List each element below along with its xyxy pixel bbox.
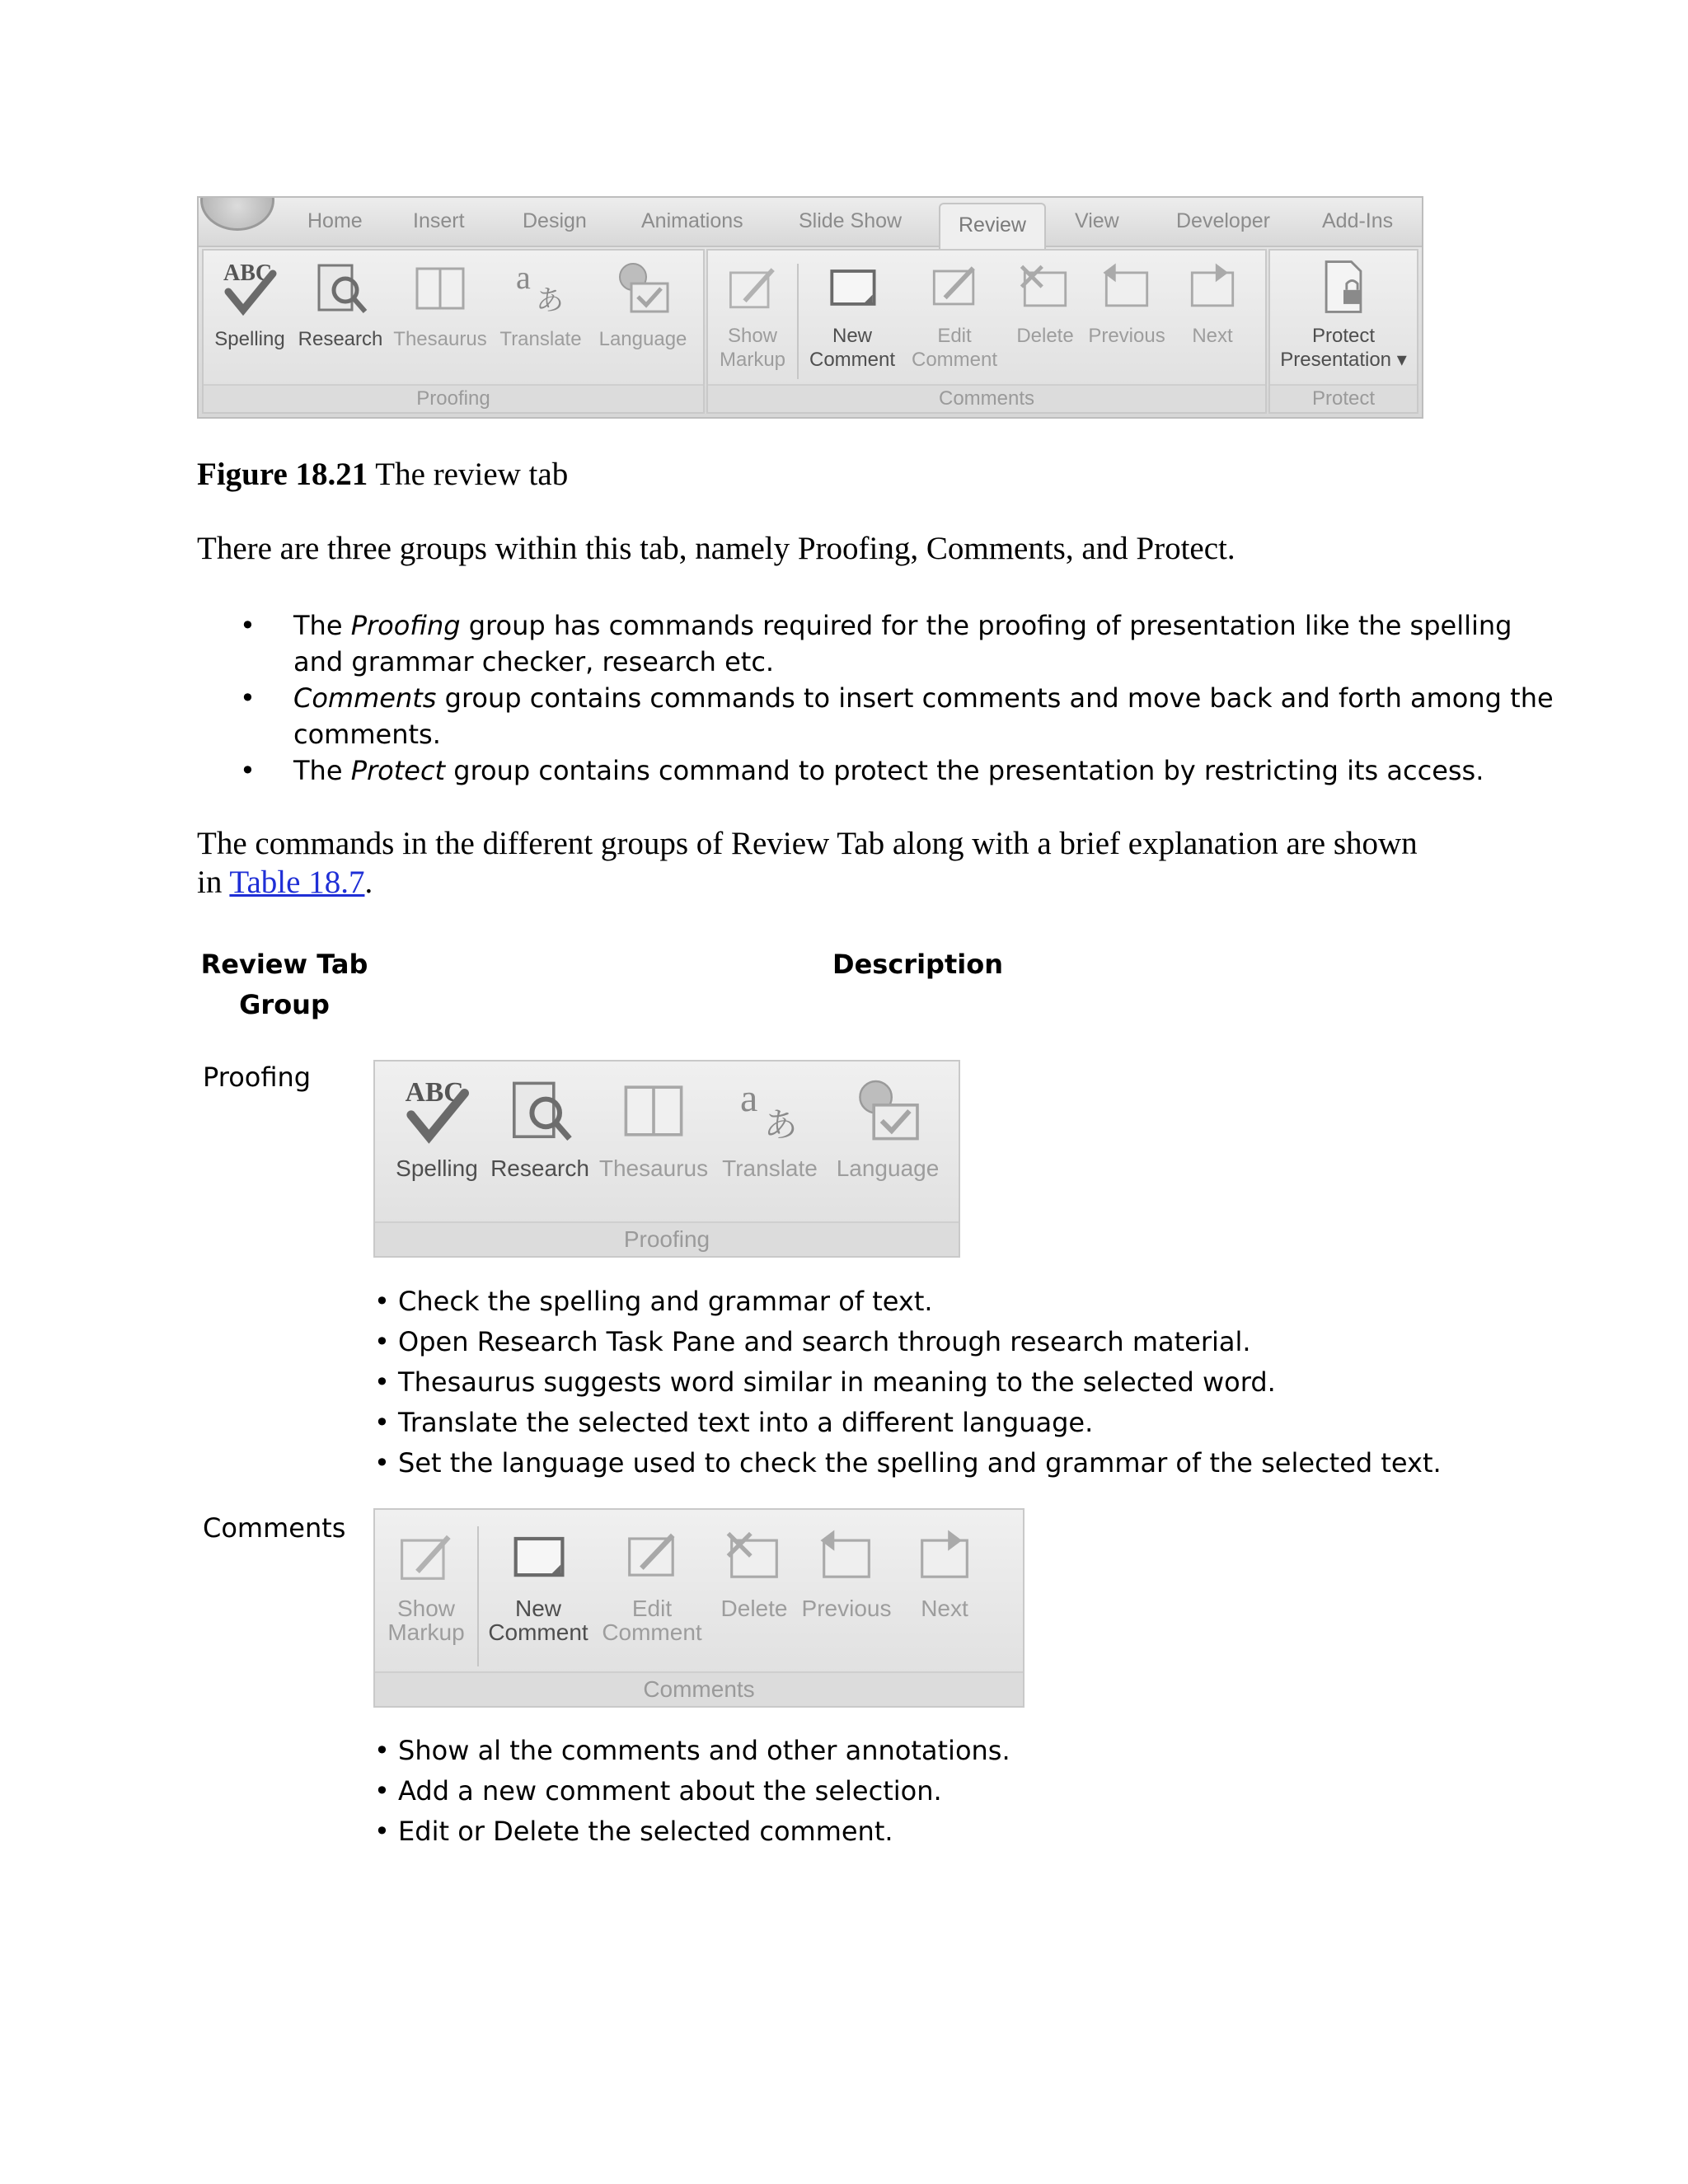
comments-separator (477, 1526, 479, 1666)
comments-group-label: Comments (375, 1671, 1023, 1706)
proofing-group (202, 249, 705, 414)
next-comment-button[interactable] (899, 1521, 990, 1620)
new-comment-icon (821, 255, 884, 318)
tab-view[interactable]: View (1075, 209, 1119, 232)
show-markup-label-1: Show (396, 1596, 456, 1621)
previous-comment-button[interactable] (1084, 255, 1170, 348)
language-icon (848, 1071, 927, 1151)
translate-icon (508, 255, 574, 321)
proofing-desc-language: • Set the language used to check the spelling and grammar of the selected text. (374, 1447, 1442, 1479)
figure-title: The review tab (368, 457, 569, 492)
proofing-description-list (374, 1282, 1442, 1483)
research-icon (307, 255, 373, 321)
proofing-group-screenshot (373, 1060, 960, 1258)
show-markup-label-1: Show (727, 325, 778, 347)
bullet-dot-icon: • (240, 682, 256, 714)
research-label: Research (490, 1155, 589, 1181)
tab-add-ins[interactable]: Add-Ins (1322, 209, 1394, 232)
new-comment-button[interactable] (804, 255, 901, 372)
spelling-icon (397, 1071, 476, 1151)
commands-paragraph: The commands in the different groups of Review Tab along with a brief explanation are shown in Table 18.7. (197, 826, 1418, 900)
show-markup-icon (721, 255, 784, 318)
thesaurus-label: Thesaurus (393, 328, 487, 350)
delete-comment-label: Delete (720, 1596, 788, 1621)
spelling-label: Spelling (214, 328, 285, 350)
new-comment-label-2: Comment (809, 349, 896, 371)
next-comment-icon (910, 1521, 979, 1591)
research-button[interactable] (296, 255, 385, 351)
tab-developer[interactable]: Developer (1176, 209, 1270, 232)
show-markup-icon (392, 1521, 461, 1591)
comments-desc-new: • Add a new comment about the selection. (374, 1775, 942, 1807)
tab-review[interactable]: Review (939, 203, 1046, 249)
tab-design[interactable]: Design (523, 209, 587, 232)
show-markup-label-2: Markup (387, 1619, 465, 1645)
bullet-protect: • The Protect group contains command to protect the presentation by restricting its access. (293, 752, 1678, 789)
svg-text:ABC: ABC (405, 1077, 464, 1108)
previous-comment-label: Previous (801, 1596, 892, 1621)
protect-group-label: Protect (1270, 384, 1417, 412)
translate-label: Translate (722, 1155, 818, 1181)
comments-separator (797, 264, 799, 379)
language-icon (610, 255, 676, 321)
delete-comment-icon (1014, 255, 1076, 318)
edit-comment-icon (923, 255, 986, 318)
tab-animations[interactable]: Animations (641, 209, 743, 232)
translate-label: Translate (499, 328, 582, 350)
proofing-group-label: Proofing (375, 1221, 959, 1256)
new-comment-icon (504, 1521, 573, 1591)
protect-label-1: Protect (1311, 325, 1376, 347)
edit-comment-label-1: Edit (937, 325, 972, 347)
research-label: Research (298, 328, 383, 350)
delete-comment-label: Delete (1016, 325, 1074, 347)
translate-icon (730, 1071, 809, 1151)
proofing-desc-translate: • Translate the selected text into a different language. (374, 1407, 1094, 1438)
comments-group-label: Comments (708, 384, 1265, 412)
thesaurus-button[interactable] (598, 1071, 710, 1180)
svg-text:あ: あ (536, 284, 564, 317)
next-comment-button[interactable] (1173, 255, 1252, 348)
spelling-button[interactable] (392, 1071, 482, 1180)
show-markup-button[interactable] (383, 1521, 469, 1644)
edit-comment-label-2: Comment (602, 1619, 702, 1645)
delete-comment-icon (720, 1521, 789, 1591)
figure-number: Figure 18.21 (197, 457, 368, 492)
bullet-comments: • Comments group contains commands to insert comments and move back and forth among the comments. (293, 680, 1678, 752)
protect-group (1268, 249, 1418, 414)
thesaurus-button[interactable] (392, 255, 489, 351)
thesaurus-icon (614, 1071, 693, 1151)
next-comment-label: Next (921, 1596, 968, 1621)
protect-presentation-button[interactable] (1273, 255, 1414, 372)
spelling-label: Spelling (396, 1155, 478, 1181)
table-header-description: Description (832, 949, 1003, 980)
spelling-button[interactable] (210, 255, 289, 351)
new-comment-label-1: New (832, 325, 872, 347)
intro-paragraph: There are three groups within this tab, namely Proofing, Comments, and Protect. (197, 531, 1236, 566)
comments-group-screenshot (373, 1508, 1025, 1708)
previous-comment-label: Previous (1088, 325, 1165, 347)
comments-description-list (374, 1731, 1010, 1852)
new-comment-label-2: Comment (488, 1619, 588, 1645)
thesaurus-label: Thesaurus (598, 1155, 709, 1181)
language-label: Language (598, 328, 687, 350)
thesaurus-icon (407, 255, 473, 321)
edit-comment-button[interactable] (906, 255, 1003, 372)
tab-insert[interactable]: Insert (413, 209, 465, 232)
figure-caption (197, 456, 568, 493)
office-button[interactable] (200, 196, 274, 231)
proofing-group-label: Proofing (204, 384, 703, 412)
translate-button[interactable] (716, 1071, 823, 1180)
bullet-proofing: • The Proofing group has commands required for the proofing of presentation like the spelling and grammar checker, research etc. (293, 607, 1678, 680)
next-comment-icon (1181, 255, 1244, 318)
spelling-icon (217, 255, 283, 321)
svg-text:a: a (740, 1076, 758, 1120)
table-header-group: Review Tab Group (200, 949, 368, 1020)
row-label-comments: Comments (203, 1512, 346, 1544)
research-button[interactable] (489, 1071, 591, 1180)
review-ribbon-screenshot (197, 196, 1423, 419)
delete-comment-button[interactable] (1008, 255, 1082, 348)
svg-text:ABC: ABC (223, 260, 273, 286)
svg-text:あ: あ (763, 1105, 798, 1146)
new-comment-button[interactable] (484, 1521, 593, 1644)
proofing-desc-spelling: • Check the spelling and grammar of text. (374, 1286, 933, 1317)
previous-comment-icon (812, 1521, 881, 1591)
row-label-proofing: Proofing (203, 1062, 312, 1093)
delete-comment-button[interactable] (713, 1521, 795, 1620)
edit-comment-label-1: Edit (631, 1596, 673, 1621)
edit-comment-button[interactable] (598, 1521, 706, 1644)
comments-desc-edit-delete: • Edit or Delete the selected comment. (374, 1816, 893, 1847)
edit-comment-label-2: Comment (911, 349, 998, 371)
bullet-dot-icon: • (240, 755, 256, 786)
edit-comment-icon (617, 1521, 687, 1591)
translate-button[interactable] (494, 255, 588, 351)
protect-presentation-icon (1312, 255, 1375, 318)
comments-desc-show: • Show al the comments and other annotations. (374, 1735, 1010, 1766)
proofing-desc-thesaurus: • Thesaurus suggests word similar in meaning to the selected word. (374, 1366, 1276, 1398)
show-markup-button[interactable] (713, 255, 792, 372)
show-markup-label-2: Markup (719, 349, 786, 371)
proofing-desc-research: • Open Research Task Pane and search through research material. (374, 1326, 1251, 1357)
table-18-7-link[interactable]: Table 18.7 (229, 865, 365, 900)
ribbon-tab-bar (199, 198, 1422, 247)
comments-group (706, 249, 1267, 414)
tab-home[interactable]: Home (307, 209, 363, 232)
svg-text:a: a (516, 259, 531, 296)
bullet-dot-icon: • (240, 610, 256, 641)
language-button[interactable] (593, 255, 693, 351)
groups-bullet-list (240, 607, 1678, 789)
tab-slide-show[interactable]: Slide Show (799, 209, 903, 232)
language-label: Language (836, 1155, 940, 1181)
protect-label-2: Presentation ▾ (1280, 349, 1407, 371)
language-button[interactable] (830, 1071, 945, 1180)
next-comment-label: Next (1192, 325, 1233, 347)
previous-comment-icon (1095, 255, 1158, 318)
research-icon (500, 1071, 579, 1151)
previous-comment-button[interactable] (797, 1521, 896, 1620)
new-comment-label-1: New (514, 1596, 561, 1621)
